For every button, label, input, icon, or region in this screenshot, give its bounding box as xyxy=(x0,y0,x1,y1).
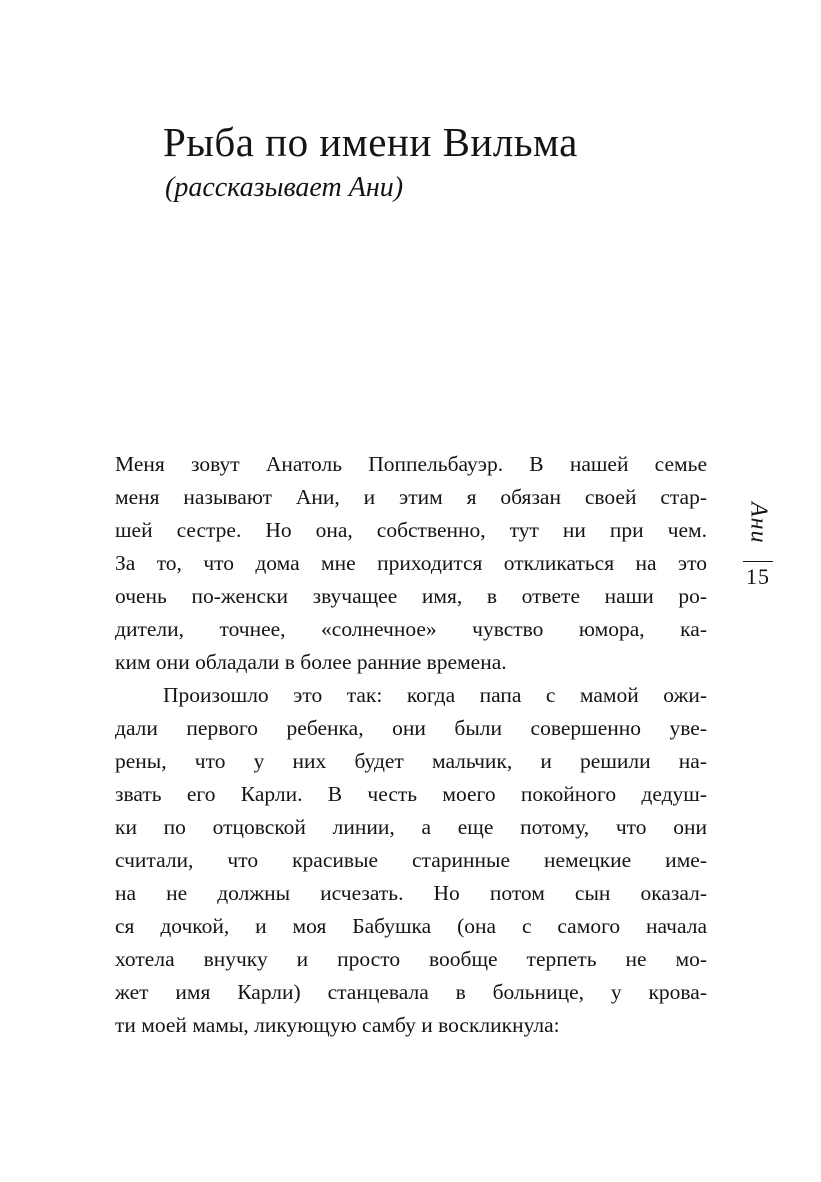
text-line: жет имя Карли) станцевала в больнице, у крова- xyxy=(115,980,707,1004)
text-line: ки по отцовской линии, а еще потому, что они xyxy=(115,815,707,839)
paragraph xyxy=(115,448,707,679)
text-line: рены, что у них будет мальчик, и решили на- xyxy=(115,749,707,773)
text-line: ся дочкой, и моя Бабушка (она с самого начала xyxy=(115,914,707,938)
margin-block xyxy=(737,502,779,590)
text-line: очень по-женски звучащее имя, в ответе наши ро- xyxy=(115,584,707,608)
text-line: дали первого ребенка, они были совершенно уве- xyxy=(115,716,707,740)
text-line: считали, что красивые старинные немецкие име- xyxy=(115,848,707,872)
chapter-title: Рыба по имени Вильма xyxy=(163,119,578,165)
chapter-subtitle: (рассказывает Ани) xyxy=(165,172,404,203)
page-number: 15 xyxy=(746,563,770,589)
text-line: Меня зовут Анатоль Поппельбауэр. В нашей семье xyxy=(115,452,707,476)
text-line: хотела внучку и просто вообще терпеть не мо- xyxy=(115,947,707,971)
paragraph xyxy=(115,679,707,1042)
text-line: на не должны исчезать. Но потом сын оказал- xyxy=(115,881,707,905)
text-line: меня называют Ани, и этим я обязан своей стар- xyxy=(115,485,707,509)
text-line: ким они обладали в более ранние времена. xyxy=(115,650,507,674)
text-line: шей сестре. Но она, собственно, тут ни при чем. xyxy=(115,518,707,542)
body-text xyxy=(115,448,707,1042)
text-line: дители, точнее, «солнечное» чувство юмора, ка- xyxy=(115,617,707,641)
text-line: Произошло это так: когда папа с мамой ожи- xyxy=(163,683,707,707)
text-line: ти моей мамы, ликующую самбу и воскликнула: xyxy=(115,1013,560,1037)
running-head: Ани xyxy=(745,502,772,544)
text-line: За то, что дома мне приходится откликаться на это xyxy=(115,551,707,575)
margin-rule xyxy=(743,561,773,562)
text-line: звать его Карли. В честь моего покойного дедуш- xyxy=(115,782,707,806)
